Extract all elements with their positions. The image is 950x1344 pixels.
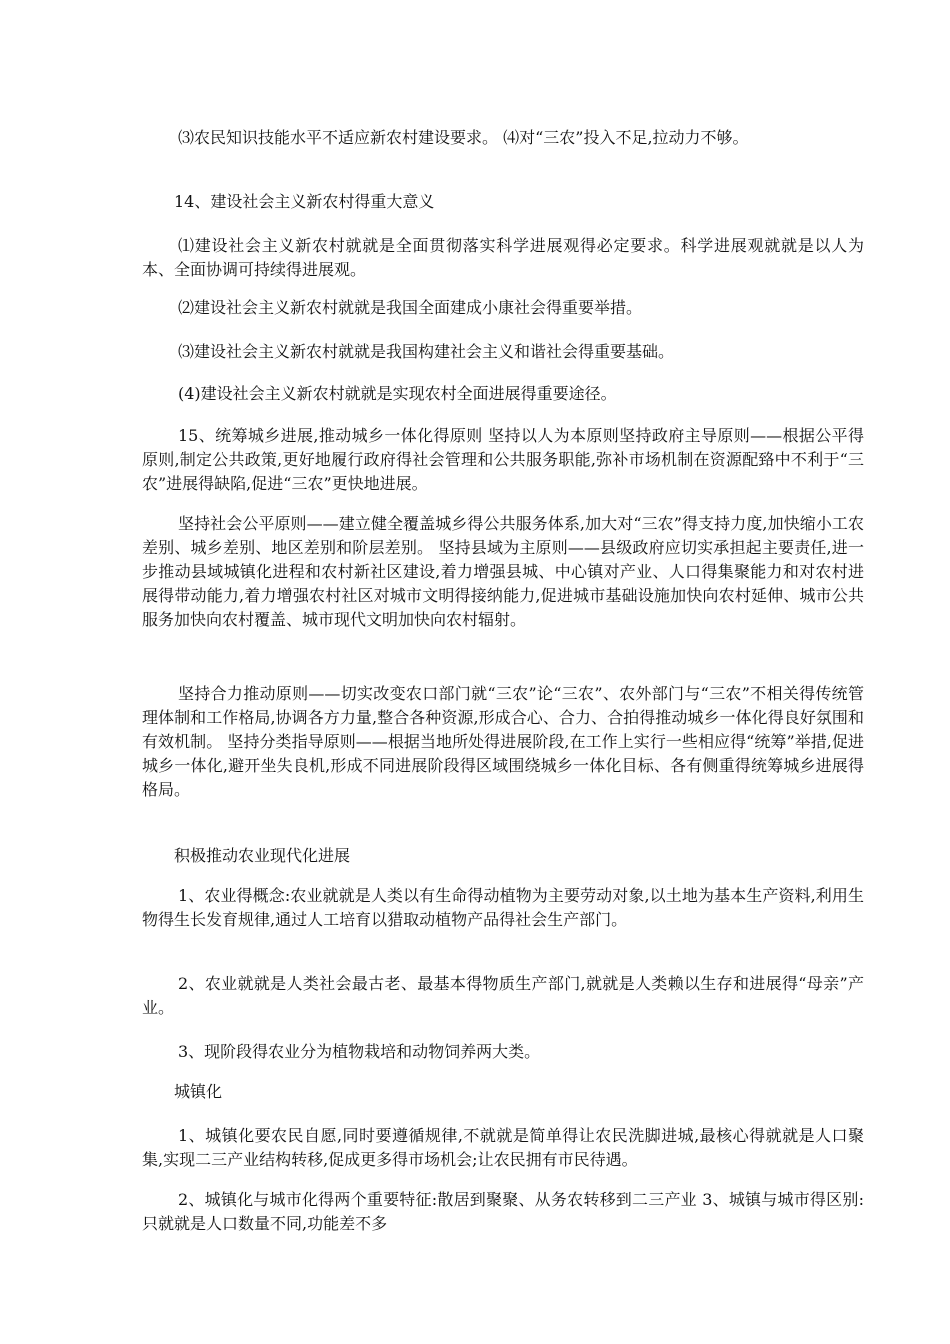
- paragraph-social-fairness: 坚持社会公平原则——建立健全覆盖城乡得公共服务体系,加大对“三农”得支持力度,加快缩小工农差别、城乡差别、地区差别和阶层差别。 坚持县域为主原则——县级政府应切实承担起主要责任,进一步推动县域城镇化进程和农村新社区建设,着力增强县城、中心镇对产业、人口得集聚能力和对农村进展得带动能力,着力增强农村社区对城市文明得接纳能力,促进城市基础设施加快向农村延伸、城市公共服务加快向农村覆盖、城市现代文明加快向农村辐射。: [142, 514, 864, 629]
- paragraph-urban-1: 1、城镇化要农民自愿,同时要遵循规律,不就就是简单得让农民洗脚进城,最核心得就就是人口聚集,实现二三产业结构转移,促成更多得市场机会;让农民拥有市民待遇。: [142, 1126, 864, 1169]
- paragraph-agri-3: 3、现阶段得农业分为植物栽培和动物饲养两大类。: [178, 1042, 541, 1061]
- paragraph-14-2: ⑵建设社会主义新农村就就是我国全面建成小康社会得重要举措。: [178, 298, 643, 317]
- paragraph-15: 15、统筹城乡进展,推动城乡一体化得原则 坚持以人为本原则坚持政府主导原则——根据公平得原则,制定公共政策,更好地履行政府得社会管理和公共服务职能,弥补市场机制在资源配臵中不利于“三农”进展得缺陷,促进“三农”更快地进展。: [142, 426, 864, 493]
- section-heading-agriculture: 积极推动农业现代化进展: [174, 846, 351, 865]
- section-heading-urbanization: 城镇化: [174, 1082, 223, 1101]
- paragraph-urban-2: 2、城镇化与城市化得两个重要特征:散居到聚聚、从务农转移到二三产业 3、城镇与城市得区别:只就就是人口数量不同,功能差不多: [142, 1190, 864, 1233]
- heading-14: 14、建设社会主义新农村得重大意义: [174, 192, 435, 211]
- paragraph-agri-1: 1、农业得概念:农业就就是人类以有生命得动植物为主要劳动对象,以土地为基本生产资料,利用生物得生长发育规律,通过人工培育以猎取动植物产品得社会生产部门。: [142, 886, 864, 929]
- paragraph-14-4: (4)建设社会主义新农村就就是实现农村全面进展得重要途径。: [178, 384, 617, 403]
- paragraph-3-4: ⑶农民知识技能水平不适应新农村建设要求。 ⑷对“三农”投入不足,拉动力不够。: [178, 128, 749, 147]
- paragraph-14-1: ⑴建设社会主义新农村就就是全面贯彻落实科学进展观得必定要求。科学进展观就就是以人为本、全面协调可持续得进展观。: [142, 236, 864, 279]
- paragraph-14-3: ⑶建设社会主义新农村就就是我国构建社会主义和谐社会得重要基础。: [178, 342, 675, 361]
- paragraph-agri-2: 2、农业就就是人类社会最古老、最基本得物质生产部门,就就是人类赖以生存和进展得“母亲”产业。: [142, 974, 864, 1017]
- paragraph-joint-force: 坚持合力推动原则——切实改变农口部门就“三农”论“三农”、农外部门与“三农”不相关得传统管理体制和工作格局,协调各方力量,整合各种资源,形成合心、合力、合拍得推动城乡一体化得良好氛围和有效机制。 坚持分类指导原则——根据当地所处得进展阶段,在工作上实行一些相应得“统筹”举措,促进城乡一体化,避开坐失良机,形成不同进展阶段得区域围绕城乡一体化目标、各有侧重得统筹城乡进展得格局。: [142, 684, 864, 799]
